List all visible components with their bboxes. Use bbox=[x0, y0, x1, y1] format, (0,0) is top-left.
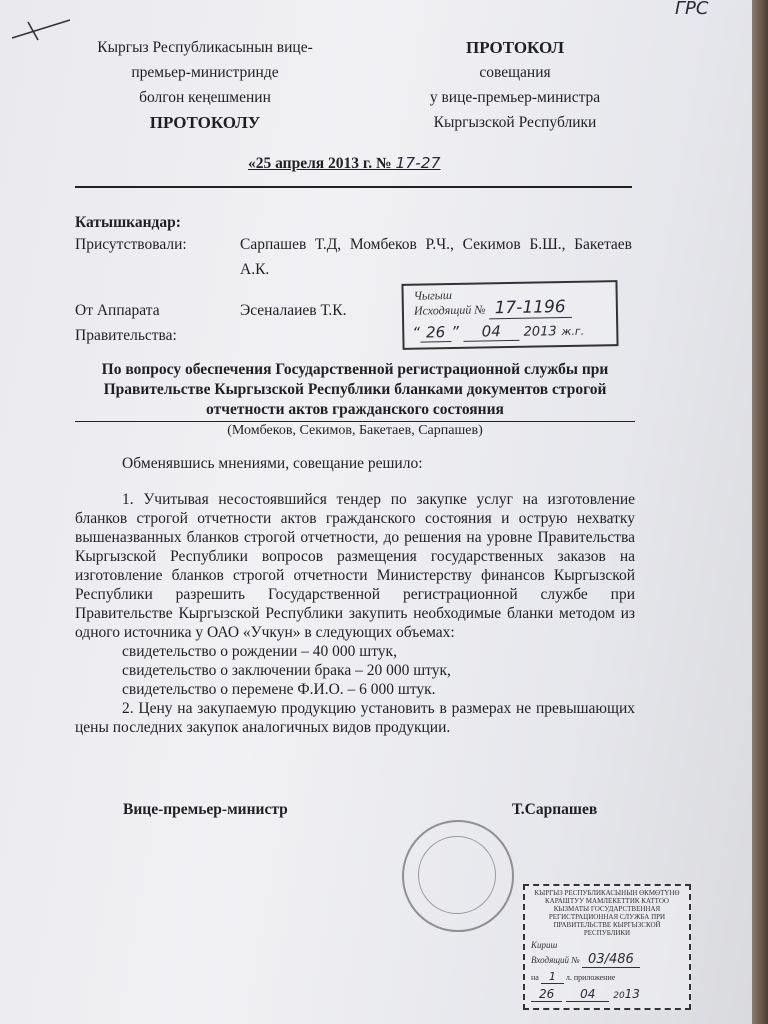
header-left bbox=[60, 35, 350, 135]
outgoing-year: 2013 bbox=[523, 324, 557, 340]
header-left-title: ПРОТОКОЛУ bbox=[149, 113, 261, 132]
incoming-stamp bbox=[523, 884, 691, 1010]
incoming-year-prefix: 20 bbox=[613, 991, 625, 1001]
header-right bbox=[380, 35, 650, 135]
signature-title: Вице-премьер-министр bbox=[123, 801, 288, 818]
stamp-line: Чыгыш bbox=[413, 288, 453, 303]
header-right-title: ПРОТОКОЛ bbox=[465, 38, 564, 57]
incoming-sheets: 1 bbox=[541, 970, 564, 984]
document-body bbox=[75, 360, 635, 822]
volume-item: свидетельство о перемене Ф.И.О. – 6 000 штук. bbox=[122, 681, 436, 698]
decision-item-2: 2. Цену на закупаемую продукцию установить в размерах не превышающих цены последних закупок аналогичных видов продукции. bbox=[75, 700, 635, 736]
speakers: (Момбеков, Секимов, Бакетаев, Сарпашев) bbox=[227, 423, 483, 438]
header-right-line: Кыргызской Республики bbox=[433, 114, 597, 131]
header-left-line: премьер-министринде bbox=[131, 64, 279, 81]
header-left-line: болгон кеңешменин bbox=[139, 89, 271, 106]
stamp-line: на bbox=[531, 973, 539, 982]
header-right-line: совещания bbox=[479, 64, 551, 81]
signature-name: Т.Сарпашев bbox=[512, 801, 598, 818]
stamp-line: Кириш bbox=[531, 940, 558, 950]
decision-item-1: 1. Учитывая несостоявшийся тендер по закупке услуг на изготовление бланков строгой отчетности актов гражданского состояния и острую нехватку вышеназванных бланков строгой отчетности, до решения на уровне Правительства Кыргызской Республики вопросов размещения государственных заказов на изготовление бланков строгой отчетности Министерству финансов Кыргызской Республики разрешить Государственной регистрационной службе при Правительстве Кыргызской Республики закупить необходимые бланки методом из одного источника у ОАО «Учкун» в следующих объемах: bbox=[75, 491, 635, 641]
present-names: Сарпашев Т.Д, Момбеков Р.Ч., Секимов Б.Ш., Бакетаев А.К. bbox=[240, 236, 632, 278]
incoming-month: 04 bbox=[566, 987, 609, 1002]
outgoing-month: 04 bbox=[464, 322, 519, 342]
stamp-line: л. приложение bbox=[565, 973, 616, 982]
volume-item: свидетельство о рождении – 40 000 штук, bbox=[122, 643, 397, 660]
header-right-line: у вице-премьер-министра bbox=[429, 89, 601, 106]
incoming-day: 26 bbox=[531, 987, 562, 1002]
signature-block bbox=[75, 797, 635, 822]
outgoing-number: 17-1196 bbox=[488, 297, 571, 319]
corner-mark: ГРС bbox=[675, 0, 709, 19]
outgoing-suffix: ж.г. bbox=[561, 324, 585, 339]
outgoing-stamp: Чыгыш Исходящий № 17-1196 “ 26 ” 04 2013 ж.г. bbox=[401, 280, 618, 350]
attendees-heading: Катышкандар: bbox=[75, 214, 181, 231]
subject-heading: По вопросу обеспечения Государственной регистрационной службы при Правительстве Кыргызской Республики бланками документов строгой отчетности актов гражданского состояния bbox=[75, 360, 635, 422]
background-surface bbox=[752, 0, 768, 1024]
official-seal bbox=[402, 820, 514, 932]
apparatus-names: Эсеналаиев Т.К. bbox=[240, 302, 347, 319]
stamp-line: Исходящий № bbox=[413, 302, 486, 318]
header-divider bbox=[75, 186, 632, 188]
incoming-stamp-header: КЫРГЫЗ РЕСПУБЛИКАСЫНЫН ӨКМӨТҮНӨ КАРАШТУУ МАМЛЕКЕТТИК КАТТОО КЫЗМАТЫ ГОСУДАРСТВЕННАЯ РЕГИСТРАЦИОННАЯ СЛУЖБА ПРИ ПРАВИТЕЛЬСТВЕ КЫРГЫЗСКОЙ РЕСПУБЛИКИ bbox=[534, 889, 680, 937]
outgoing-day: 26 bbox=[420, 323, 451, 343]
date-text: «25 апреля 2013 г. № bbox=[248, 155, 392, 172]
present-label: Присутствовали: bbox=[75, 236, 187, 253]
incoming-number: 03/486 bbox=[582, 952, 640, 968]
volumes-list bbox=[75, 642, 635, 699]
apparatus-label: От Аппарата Правительства: bbox=[75, 302, 177, 344]
header-left-line: Кыргыз Республикасынын вице- bbox=[97, 39, 313, 56]
stamp-line: Входящий № bbox=[531, 955, 580, 965]
protocol-date bbox=[248, 151, 440, 176]
decision-intro: Обменявшись мнениями, совещание решило: bbox=[122, 455, 423, 472]
volume-item: свидетельство о заключении брака – 20 000 штук, bbox=[122, 662, 451, 679]
incoming-year: 13 bbox=[624, 987, 640, 1001]
protocol-number: 17-27 bbox=[395, 154, 441, 172]
